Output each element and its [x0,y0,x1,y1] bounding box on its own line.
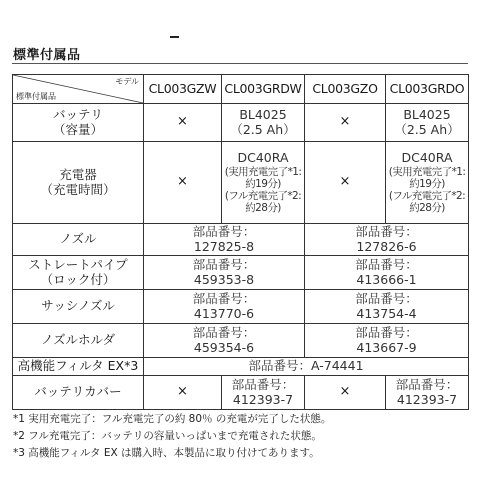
corner-header-cell [13,75,144,104]
straight-pipe-label [13,256,144,290]
sash-nozzle-label: サッシノズル [13,290,144,324]
battery-capacity: （2.5 Ah） [230,121,296,137]
model-header-2: CL003GRDW [222,75,305,104]
charger-full-label: (フル充電完了*2: [224,189,302,202]
battery-model-cell-1 [222,104,305,142]
battery-row [13,104,469,142]
dash-mark [170,36,179,38]
filter-row [13,358,469,376]
part-number-label: 部品番号： [355,224,418,240]
footnotes [13,411,331,462]
part-number-label: 部品番号： [231,377,295,393]
part-number-label: 部品番号： [395,377,459,393]
charger-label-line-2: （充電時間） [40,181,116,197]
accessories-table [12,74,469,410]
nozzle-holder-row [13,324,469,358]
nozzle-holder-part-cell-a [144,324,305,358]
charger-cross-1: × [144,142,222,224]
battery-cover-part-cell-a [222,376,305,410]
straight-pipe-part-cell-a [144,256,305,290]
model-header-3: CL003GZO [305,75,386,104]
charger-full-label: (フル充電完了*2: [388,189,466,202]
nozzle-label: ノズル [13,224,144,256]
part-number-value: 413667-9 [356,339,417,355]
charger-full-time: 約28分) [409,201,445,214]
charger-model: DC40RA [401,150,453,166]
charger-cross-2: × [305,142,386,224]
charger-practical-time: 約19分) [409,177,445,190]
battery-cover-cross-1: × [144,376,222,410]
part-number-label: 部品番号： [192,291,256,307]
charger-label [13,142,144,224]
straight-pipe-row [13,256,469,290]
part-number-value: 459354-6 [193,339,255,355]
charger-practical-label: (実用充電完了*1: [224,165,302,178]
footnote-3: *3 高機能フィルタ EX は購入時、本製品に取り付けてあります。 [13,447,320,459]
charger-row [13,142,469,224]
charger-cell-2 [386,142,469,224]
battery-label-line-1: バッテリ [52,107,103,123]
part-number-label: 部品番号： [355,291,418,307]
charger-full-time: 約28分) [245,201,281,214]
charger-practical-label: (実用充電完了*1: [388,165,466,178]
corner-model-label: モデル [115,77,139,86]
battery-model: BL4025 [403,107,451,123]
battery-cover-cross-2: × [305,376,386,410]
battery-capacity: （2.5 Ah） [394,121,460,137]
charger-model: DC40RA [237,150,289,166]
part-number-label: 部品番号： [355,325,418,341]
footnote-1: *1 実用充電完了：フル充電完了の約 80％ の充電が完了した状態。 [13,413,332,425]
straight-pipe-label-line-1: ストレートパイプ [28,257,128,273]
nozzle-holder-part-cell-b [305,324,469,358]
straight-pipe-part-cell-b [305,256,469,290]
nozzle-row [13,224,469,256]
charger-practical-time: 約19分) [245,177,281,190]
part-number-value: 413754-4 [356,305,417,321]
section-title: 標準付属品 [13,48,81,63]
corner-accessory-label: 標準付属品 [16,91,56,101]
battery-cover-row [13,376,469,410]
model-header-4: CL003GRDO [386,75,469,104]
battery-label-line-2: （容量） [52,121,103,137]
part-number-value: 127826-6 [356,238,417,254]
sash-nozzle-row [13,290,469,324]
nozzle-holder-label: ノズルホルダ [13,324,144,358]
battery-cross-1: × [144,104,222,142]
part-number-value: 412393-7 [232,391,294,407]
part-number-value: 127825-8 [193,238,255,254]
part-number-value: 413666-1 [356,271,417,287]
battery-cover-label: バッテリカバー [13,376,144,410]
battery-cross-2: × [305,104,386,142]
charger-cell-1 [222,142,305,224]
battery-model-cell-2 [386,104,469,142]
header-row [13,75,469,104]
filter-part-number: 部品番号：A-74441 [144,358,469,376]
part-number-value: 412393-7 [396,391,458,407]
straight-pipe-label-line-2: （ロック付） [40,271,116,287]
part-number-value: 413770-6 [193,305,255,321]
nozzle-part-cell-b [305,224,469,256]
nozzle-part-cell-a [144,224,305,256]
sash-nozzle-part-cell-a [144,290,305,324]
part-number-label: 部品番号： [192,224,256,240]
sash-nozzle-part-cell-b [305,290,469,324]
battery-model: BL4025 [239,107,287,123]
part-number-label: 部品番号： [192,257,256,273]
footnote-2: *2 フル充電完了：バッテリの容量いっぱいまで充電された状態。 [13,430,322,442]
charger-label-line-1: 充電器 [59,167,97,183]
part-number-value: 459353-8 [193,271,255,287]
part-number-label: 部品番号： [355,257,418,273]
battery-cover-part-cell-b [386,376,469,410]
model-header-1: CL003GZW [144,75,222,104]
title-divider [12,63,468,64]
filter-label: 高機能フィルタ EX*3 [13,358,144,376]
part-number-label: 部品番号： [192,325,256,341]
battery-label [13,104,144,142]
